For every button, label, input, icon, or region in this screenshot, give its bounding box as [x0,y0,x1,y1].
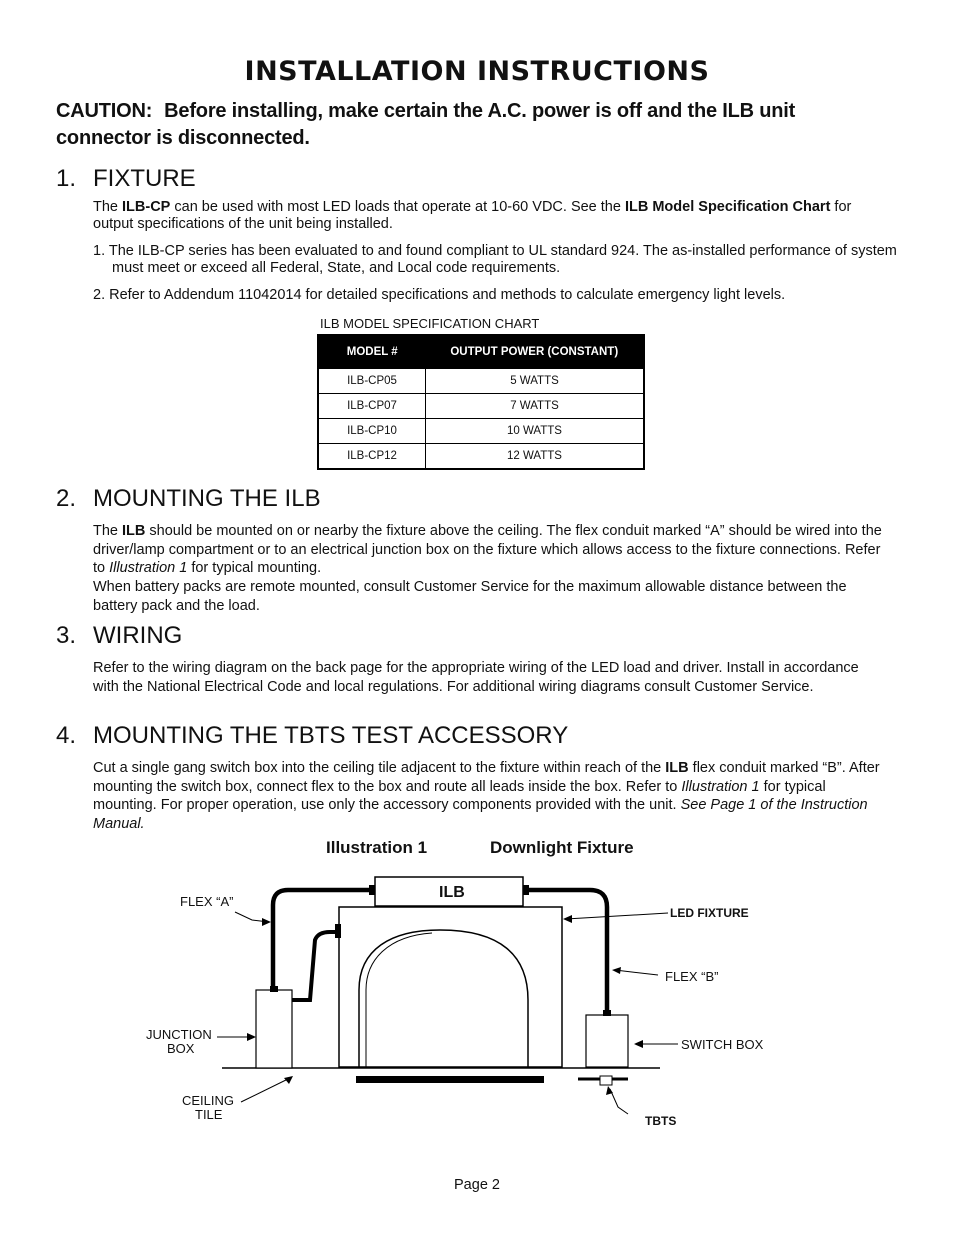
section-heading-fixture [56,165,196,193]
illustration-label: Illustration 1 [326,838,428,857]
table-row [318,419,644,444]
switch-box [586,1015,628,1067]
conduit-connector [603,1010,611,1016]
section-title: MOUNTING THE ILB [93,485,321,512]
conduit-connector [369,885,375,895]
column-header: MODEL # [318,335,426,369]
spec-chart-table [317,334,645,470]
italic-ref: Illustration 1 [109,560,188,577]
led-fixture-label: LED FIXTURE [670,906,749,920]
ceiling-label-line1: CEILING [182,1093,235,1108]
spec-chart-caption: ILB MODEL SPECIFICATION CHART [320,316,540,331]
bold-term: ILB Model Specification Chart [624,199,831,215]
arrowhead [262,918,271,926]
section-title: MOUNTING THE TBTS TEST ACCESSORY [93,722,569,749]
table-row [318,369,644,394]
switch-box-label: SWITCH BOX [681,1037,764,1052]
power-cell: 7 WATTS [426,394,645,419]
flex-b-label: FLEX “B” [665,969,719,984]
conduit-connector [335,924,341,938]
bold-term: ILB [665,760,689,776]
fixture-list-item-2: 2. Refer to Addendum 11042014 for detailed specifications and methods to calculate emergency light levels. [93,287,786,303]
column-header: OUTPUT POWER (CONSTANT) [426,335,645,369]
arrowhead [612,967,621,974]
power-cell: 5 WATTS [426,369,645,394]
junction-label-line1: JUNCTION [146,1027,212,1042]
ceiling-tile-strip [356,1076,544,1083]
section-title: WIRING [93,622,183,649]
section-number: 3. [56,622,77,649]
page-number: Page 2 [454,1177,500,1193]
italic-ref: See Page 1 of the Instruction Manual. [93,797,868,833]
section-heading-wiring [56,622,182,650]
italic-ref: Illustration 1 [681,778,760,795]
power-cell: 10 WATTS [426,419,645,444]
ceiling-tile-leader [241,1078,290,1102]
arrowhead [563,915,572,923]
junction-box [256,990,292,1068]
tbts-button [600,1076,612,1085]
section-number: 2. [56,485,77,512]
section-number: 1. [56,165,77,192]
page-title: INSTALLATION INSTRUCTIONS [244,56,710,87]
arrowhead [634,1040,643,1048]
ceiling-label-line2: TILE [195,1107,223,1122]
flex-b-leader [615,970,658,975]
conduit-connector [523,885,529,895]
model-cell: ILB-CP10 [318,419,426,444]
junction-label-line2: BOX [167,1041,195,1056]
caution-text: Before installing, make certain the A.C. power is off and the ILB unit connector is disconnected. [56,100,796,149]
bold-term: ILB [122,523,146,539]
section-title: FIXTURE [93,165,196,192]
illustration-title: Downlight Fixture [490,838,634,857]
tbts-label: TBTS [645,1114,677,1128]
conduit-connector [270,986,278,992]
led-fixture-leader [566,913,668,919]
section-heading-tbts [56,722,568,750]
downlight-fixture-diagram [0,860,954,1150]
section-number: 4. [56,722,77,749]
fixture-intro: The ILB-CP can be used with most LED loads that operate at 10-60 VDC. See the ILB Model Specification Chart for output specifications of the unit being installed. [93,199,852,232]
table-row [318,444,644,470]
section-heading-mounting [56,485,321,513]
flex-a-label: FLEX “A” [180,894,234,909]
table-row [318,394,644,419]
fixture-list-item-1: 1. The ILB-CP series has been evaluated to and found compliant to UL standard 924. The as-installed performance of system must meet or exceed all Federal, State, and Local code requirements. [93,243,897,276]
bold-term: ILB-CP [122,199,171,215]
inner-flex-conduit [292,932,339,1000]
mounting-paragraph: The ILB should be mounted on or nearby the fixture above the ceiling. The flex conduit marked “A” should be wired into the driver/lamp compartment or to an electrical junction box on the fixture which allows access to the fixture connections. Refer to Illustration 1 for typical mounting. When battery packs are remote mounted, consult Customer Service for the maximum allowable distance between the battery pack and the load. [93,523,882,614]
model-cell: ILB-CP12 [318,444,426,470]
model-cell: ILB-CP07 [318,394,426,419]
arrowhead [247,1033,256,1041]
power-cell: 12 WATTS [426,444,645,470]
caution-notice [56,98,876,152]
caution-label: CAUTION: [56,100,153,122]
model-cell: ILB-CP05 [318,369,426,394]
table-header-row [318,335,644,369]
wiring-paragraph: Refer to the wiring diagram on the back page for the appropriate wiring of the LED load and driver. Install in accordance with the National Electrical Code and local regulations. For additional wiring diagrams consult Customer Service. [93,660,859,695]
tbts-paragraph: Cut a single gang switch box into the ceiling tile adjacent to the fixture within reach of the ILB flex conduit marked “B”. After mounting the switch box, connect flex to the box and route all leads inside the box. Refer to Illustration 1 for typical mounting. For proper operation, use only the accessory components provided with the unit. See Page 1 of the Instruction Manual. [93,760,880,833]
ilb-label: ILB [439,884,465,901]
